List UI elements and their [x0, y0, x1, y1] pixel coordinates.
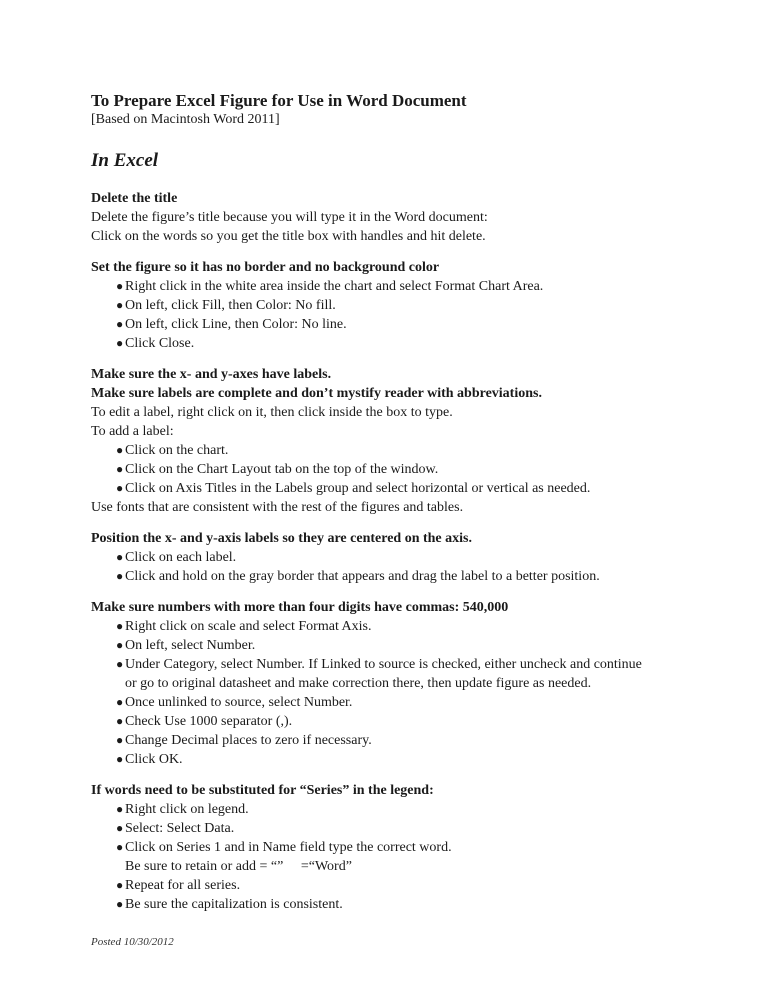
bullet-icon: ● [116, 714, 124, 728]
list-item: ● Click on the Chart Layout tab on the top of the window. [116, 462, 439, 477]
block-no-border [91, 258, 691, 353]
bullet-icon: ● [116, 657, 124, 671]
bullet-icon: ● [116, 317, 124, 331]
bullet-icon: ● [116, 878, 124, 892]
block-heading: Make sure the x- and y-axes have labels. [91, 367, 332, 382]
list-item: ● On left, click Fill, then Color: No fill. [116, 298, 336, 313]
list-item: ● On left, click Line, then Color: No line. [116, 317, 347, 332]
block-heading: Set the figure so it has no border and no background color [91, 260, 440, 275]
bullet-icon: ● [116, 897, 124, 911]
bullet-icon: ● [116, 695, 124, 709]
bullet-list [91, 800, 691, 914]
list-item: ● Repeat for all series. [116, 878, 241, 893]
list-item: ● Click on Axis Titles in the Labels group and select horizontal or vertical as needed. [116, 481, 591, 496]
block-text: To add a label: [91, 424, 174, 439]
bullet-icon: ● [116, 619, 124, 633]
bullet-icon: ● [116, 840, 124, 854]
list-item: ● Right click on legend. [116, 802, 249, 817]
block-text: To edit a label, right click on it, then click inside the box to type. [91, 405, 453, 420]
list-item: ● Click on the chart. [116, 443, 229, 458]
list-item: ● Be sure the capitalization is consistent. [116, 897, 343, 912]
bullet-icon: ● [116, 443, 124, 457]
block-position-labels [91, 529, 691, 586]
block-text: Click on the words so you get the title box with handles and hit delete. [91, 229, 486, 244]
bullet-icon: ● [116, 752, 124, 766]
list-item: ● Select: Select Data. [116, 821, 235, 836]
bullet-icon: ● [116, 638, 124, 652]
list-item: ● Check Use 1000 separator (,). [116, 714, 293, 729]
document-page [91, 91, 691, 914]
block-heading: Make sure labels are complete and don’t mystify reader with abbreviations. [91, 386, 542, 401]
list-item: ● Right click on scale and select Format Axis. [116, 619, 372, 634]
block-heading: If words need to be substituted for “Series” in the legend: [91, 783, 434, 798]
list-item: ● Click on Series 1 and in Name field type the correct word. [116, 840, 452, 855]
bullet-icon: ● [116, 462, 124, 476]
bullet-list [91, 617, 691, 769]
block-axes-labels [91, 365, 691, 517]
block-heading: Position the x- and y-axis labels so they are centered on the axis. [91, 531, 472, 546]
list-item: ● Click OK. [116, 752, 183, 767]
document-title: To Prepare Excel Figure for Use in Word Document [91, 91, 467, 110]
section-heading-in-excel: In Excel [91, 150, 159, 171]
list-item: ● Under Category, select Number. If Linked to source is checked, either uncheck and continue [116, 657, 642, 672]
block-number-commas [91, 598, 691, 769]
block-text: Delete the figure’s title because you will type it in the Word document: [91, 210, 488, 225]
list-item: ● Click Close. [116, 336, 195, 351]
block-series-legend [91, 781, 691, 914]
bullet-icon: ● [116, 481, 124, 495]
block-delete-title [91, 189, 691, 246]
list-item: ● Once unlinked to source, select Number. [116, 695, 353, 710]
list-item: ● Click and hold on the gray border that appears and drag the label to a better position. [116, 569, 600, 584]
bullet-list [91, 548, 691, 586]
list-item-continuation: Be sure to retain or add = “” =“Word” [125, 859, 352, 874]
block-heading: Delete the title [91, 191, 178, 206]
bullet-icon: ● [116, 336, 124, 350]
bullet-list [91, 441, 691, 498]
list-item: ● Right click in the white area inside the chart and select Format Chart Area. [116, 279, 544, 294]
list-item: ● Click on each label. [116, 550, 237, 565]
bullet-icon: ● [116, 802, 124, 816]
bullet-icon: ● [116, 821, 124, 835]
document-subtitle: [Based on Macintosh Word 2011] [91, 112, 280, 127]
bullet-list [91, 277, 691, 353]
block-heading: Make sure numbers with more than four digits have commas: 540,000 [91, 600, 509, 615]
posted-date-footer: Posted 10/30/2012 [91, 936, 174, 948]
bullet-icon: ● [116, 569, 124, 583]
list-item: ● Change Decimal places to zero if necessary. [116, 733, 372, 748]
list-item-continuation: or go to original datasheet and make correction there, then update figure as needed. [125, 676, 592, 691]
block-text: Use fonts that are consistent with the rest of the figures and tables. [91, 500, 464, 515]
bullet-icon: ● [116, 298, 124, 312]
bullet-icon: ● [116, 550, 124, 564]
bullet-icon: ● [116, 279, 124, 293]
bullet-icon: ● [116, 733, 124, 747]
list-item: ● On left, select Number. [116, 638, 256, 653]
